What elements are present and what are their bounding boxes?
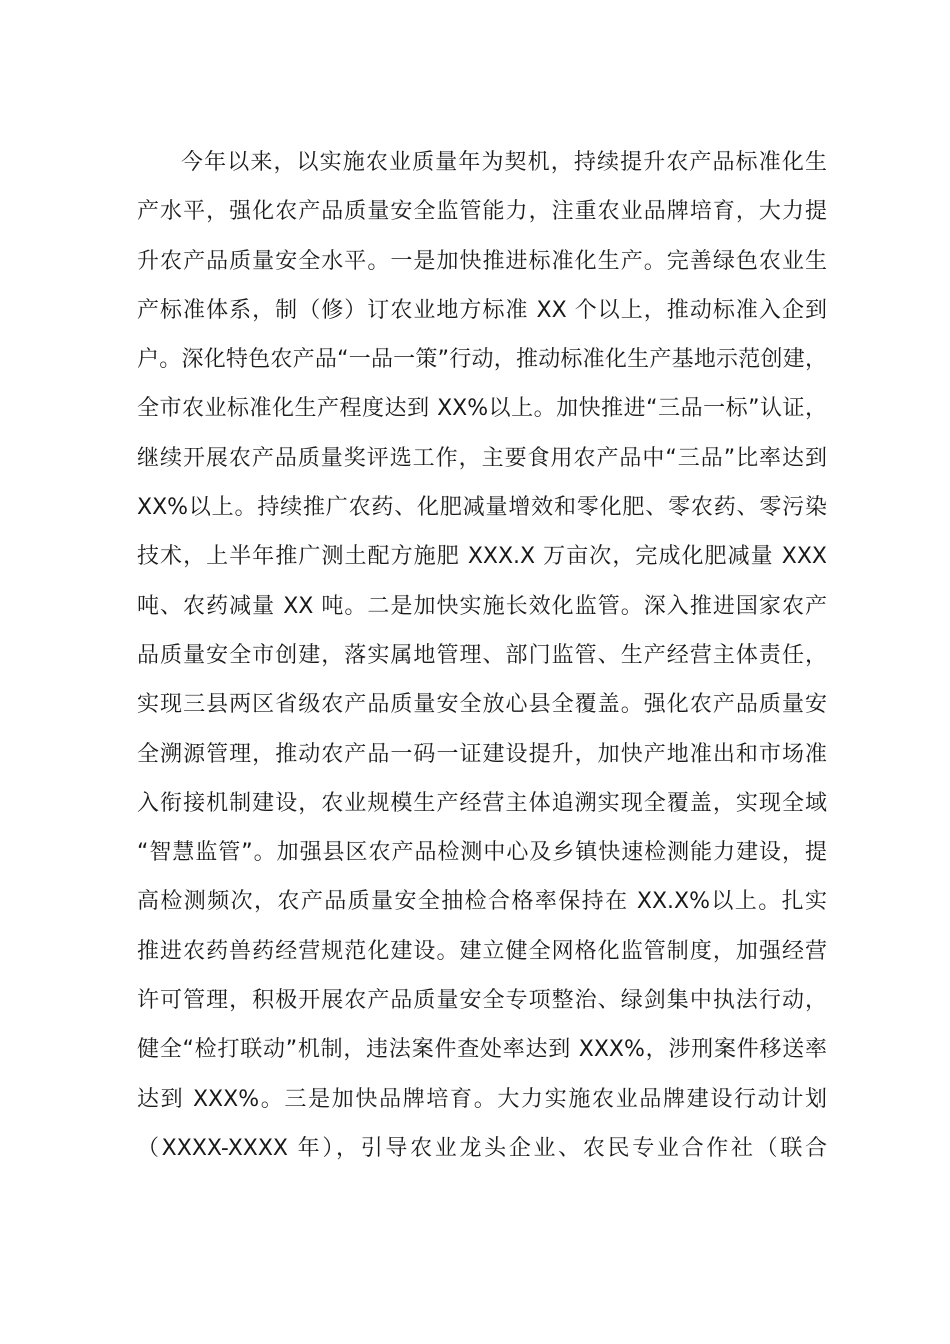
paragraph-line: 实现三县两区省级农产品质量安全放心县全覆盖。强化农产品质量安 — [137, 692, 827, 718]
paragraph-line: （XXXX-XXXX 年），引导农业龙头企业、农民专业合作社（联合 — [137, 1135, 827, 1161]
paragraph-line: 户。深化特色农产品“一品一策”行动，推动标准化生产基地示范创建， — [137, 347, 827, 373]
paragraph-line: 全市农业标准化生产程度达到 XX%以上。加快推进“三品一标”认证， — [137, 396, 827, 422]
paragraph-line: 许可管理，积极开展农产品质量安全专项整治、绿剑集中执法行动， — [137, 988, 827, 1014]
paragraph-line: 健全“检打联动”机制，违法案件查处率达到 XXX%，涉刑案件移送率 — [137, 1037, 827, 1063]
paragraph-line: 入衔接机制建设，农业规模生产经营主体追溯实现全覆盖，实现全域 — [137, 790, 827, 816]
paragraph-line: 技术，上半年推广测土配方施肥 XXX.X 万亩次，完成化肥减量 XXX — [137, 544, 827, 570]
paragraph-line: 产标准体系，制（修）订农业地方标准 XX 个以上，推动标准入企到 — [137, 297, 827, 323]
paragraph-line: 高检测频次，农产品质量安全抽检合格率保持在 XX.X%以上。扎实 — [137, 889, 827, 915]
paragraph-line: 全溯源管理，推动农产品一码一证建设提升，加快产地准出和市场准 — [137, 741, 827, 767]
paragraph-line: 继续开展农产品质量奖评选工作，主要食用农产品中“三品”比率达到 — [137, 445, 827, 471]
paragraph-line: 品质量安全市创建，落实属地管理、部门监管、生产经营主体责任， — [137, 642, 827, 668]
paragraph-line: “智慧监管”。加强县区农产品检测中心及乡镇快速检测能力建设，提 — [137, 840, 827, 866]
paragraph-line: 升农产品质量安全水平。一是加快推进标准化生产。完善绿色农业生 — [137, 248, 827, 274]
paragraph-line: 今年以来，以实施农业质量年为契机，持续提升农产品标准化生 — [181, 150, 827, 175]
paragraph-line: 吨、农药减量 XX 吨。二是加快实施长效化监管。深入推进国家农产 — [137, 593, 827, 619]
paragraph-line: 推进农药兽药经营规范化建设。建立健全网格化监管制度，加强经营 — [137, 938, 827, 964]
body-paragraph — [137, 138, 827, 1173]
paragraph-line: 产水平，强化农产品质量安全监管能力，注重农业品牌培育，大力提 — [137, 199, 827, 225]
paragraph-line: 达到 XXX%。三是加快品牌培育。大力实施农业品牌建设行动计划 — [137, 1086, 827, 1112]
paragraph-line: XX%以上。持续推广农药、化肥减量增效和零化肥、零农药、零污染 — [137, 495, 827, 521]
